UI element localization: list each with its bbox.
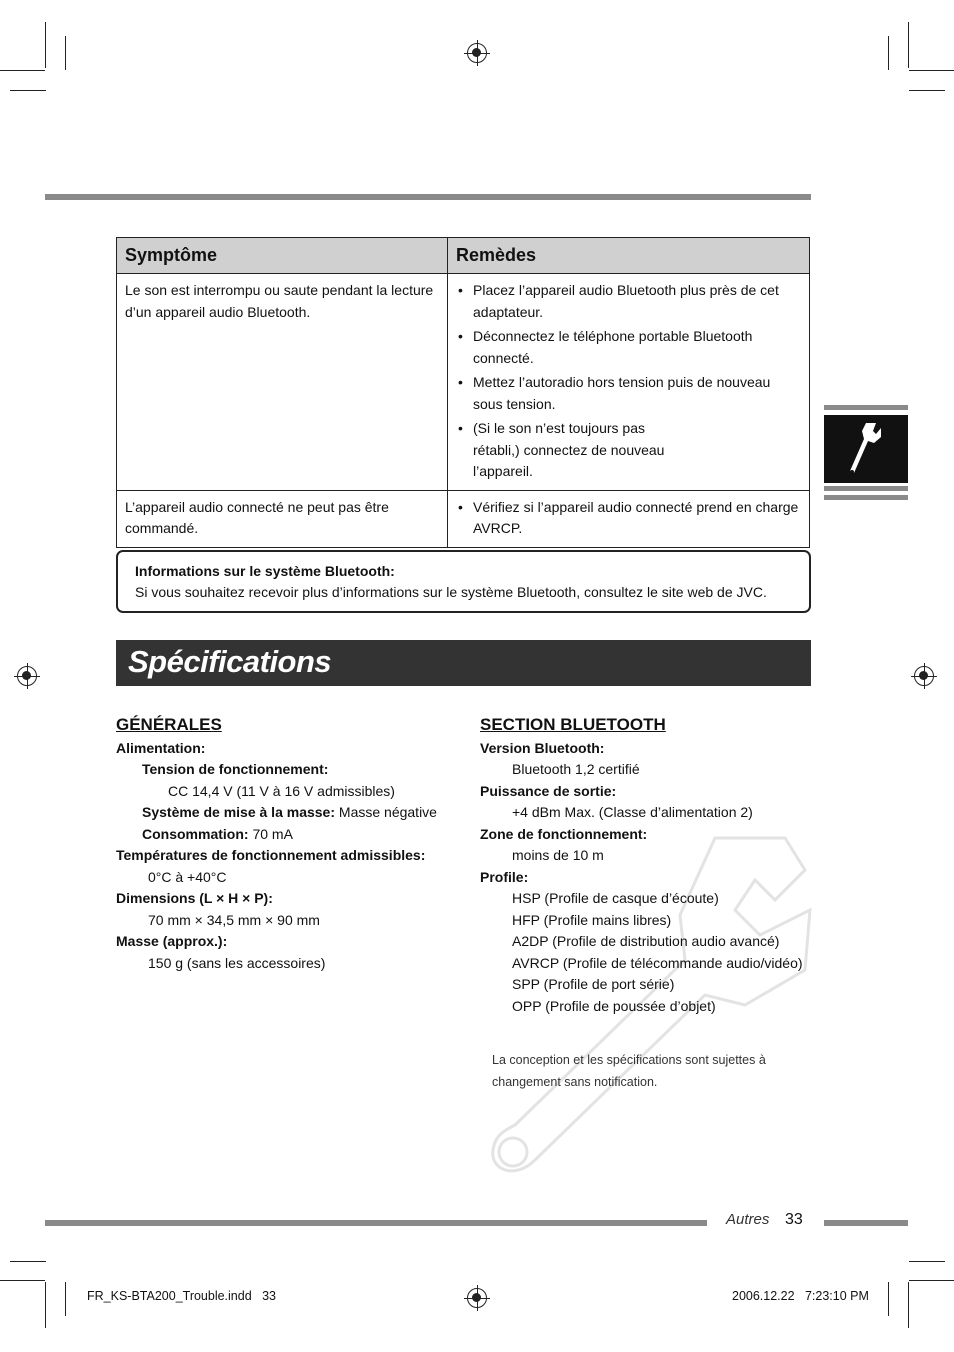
wrench-icon [840, 419, 890, 479]
specs-general [116, 714, 461, 974]
spec-value: 150 g (sans les accessoires) [148, 954, 326, 971]
spec-label: Températures de fonctionnement admissibles: [116, 847, 426, 863]
registration-mark-icon [467, 43, 487, 63]
crop-mark [45, 22, 46, 68]
spec-row [116, 802, 461, 824]
spec-label: Version Bluetooth: [480, 739, 605, 756]
spec-label: Consommation: [142, 825, 249, 842]
spec-label: Puissance de sortie: [480, 782, 617, 799]
spec-label: Masse (approx.): [116, 933, 228, 949]
list-item: AVRCP (Profile de télécommande audio/vidéo) [512, 954, 803, 971]
crop-mark [65, 1282, 66, 1316]
list-item: • Placez l’appareil audio Bluetooth plus près de cet adaptateur. [456, 280, 801, 323]
crop-mark [45, 1282, 46, 1328]
bottom-rule-right [824, 1220, 908, 1226]
crop-mark [888, 36, 889, 70]
list-item: OPP (Profile de poussée d’objet) [512, 997, 716, 1014]
remedies-cell [448, 490, 810, 547]
spec-value: 70 mA [248, 825, 293, 842]
bottom-rule-left [45, 1220, 707, 1226]
spec-label: Alimentation: [116, 739, 206, 756]
column-header-remedies: Remèdes [448, 238, 810, 274]
spec-label: Dimensions (L × H × P): [116, 890, 273, 906]
registration-mark-icon [914, 666, 934, 686]
crop-mark [0, 1280, 45, 1281]
bluetooth-heading: SECTION BLUETOOTH [480, 715, 666, 734]
remedies-cell [448, 274, 810, 491]
section-title: Spécifications [128, 644, 332, 679]
info-box [116, 550, 811, 613]
page-number: 33 [785, 1211, 803, 1228]
crop-mark [909, 1280, 954, 1281]
spec-value: Masse négative [335, 804, 437, 820]
spec-value: Bluetooth 1,2 certifié [512, 761, 640, 777]
specs-note: La conception et les spécifications sont sujettes à changement sans notification. [492, 1053, 766, 1089]
spec-label: Système de mise à la masse: [142, 804, 336, 820]
registration-mark-icon [467, 1288, 487, 1308]
spec-label: Tension de fonctionnement: [142, 761, 329, 777]
crop-mark [909, 1261, 945, 1262]
spec-value: CC 14,4 V (11 V à 16 V admissibles) [168, 782, 395, 799]
file-slug: FR_KS-BTA200_Trouble.indd 33 [87, 1289, 276, 1303]
crop-mark [908, 1282, 909, 1328]
crop-mark [888, 1282, 889, 1316]
info-title: Informations sur le système Bluetooth: [135, 563, 395, 579]
side-tab [824, 405, 908, 501]
table-row [117, 274, 810, 491]
list-item: • Déconnectez le téléphone portable Bluetooth connecté. [456, 326, 801, 369]
crop-mark [10, 1261, 46, 1262]
spec-value: +4 dBm Max. (Classe d’alimentation 2) [512, 804, 753, 820]
spec-label: Zone de fonctionnement: [480, 825, 648, 842]
spec-value: moins de 10 m [512, 847, 604, 863]
troubleshooting-table [116, 237, 810, 548]
registration-mark-icon [17, 666, 37, 686]
list-item: HFP (Profile mains libres) [512, 911, 672, 928]
spec-value: 0°C à +40°C [148, 868, 227, 885]
crop-mark [65, 36, 66, 70]
crop-mark [909, 70, 954, 71]
table-header-row [117, 238, 810, 274]
crop-mark [909, 90, 945, 91]
symptom-cell: L’appareil audio connecté ne peut pas être commandé. [117, 490, 448, 547]
footer-section-label: Autres [726, 1211, 770, 1228]
list-item: • Mettez l’autoradio hors tension puis de nouveau sous tension. [456, 372, 801, 415]
top-rule [45, 194, 811, 200]
general-heading: GÉNÉRALES [116, 715, 222, 734]
specs-bluetooth [480, 714, 810, 1017]
crop-mark [908, 22, 909, 68]
symptom-cell: Le son est interrompu ou saute pendant la lecture d’un appareil audio Bluetooth. [117, 274, 448, 491]
crop-mark [10, 90, 46, 91]
section-banner [116, 640, 811, 686]
list-item: SPP (Profile de port série) [512, 976, 675, 992]
column-header-symptom: Symptôme [117, 238, 448, 274]
timestamp-slug: 2006.12.22 7:23:10 PM [732, 1289, 869, 1303]
list-item: • Vérifiez si l’appareil audio connecté prend en charge AVRCP. [456, 497, 801, 540]
spec-label: Profile: [480, 868, 529, 885]
spec-value: 70 mm × 34,5 mm × 90 mm [148, 911, 320, 928]
spec-row [116, 824, 461, 846]
list-item: HSP (Profile de casque d’écoute) [512, 890, 719, 906]
list-item: A2DP (Profile de distribution audio avancé) [512, 933, 780, 949]
list-item: • (Si le son n’est toujours pas rétabli,) connectez de nouveau l’appareil. [456, 418, 693, 483]
info-text: Si vous souhaitez recevoir plus d’informations sur le système Bluetooth, consultez le site web de JVC. [135, 584, 767, 600]
table-row [117, 490, 810, 547]
crop-mark [0, 70, 45, 71]
